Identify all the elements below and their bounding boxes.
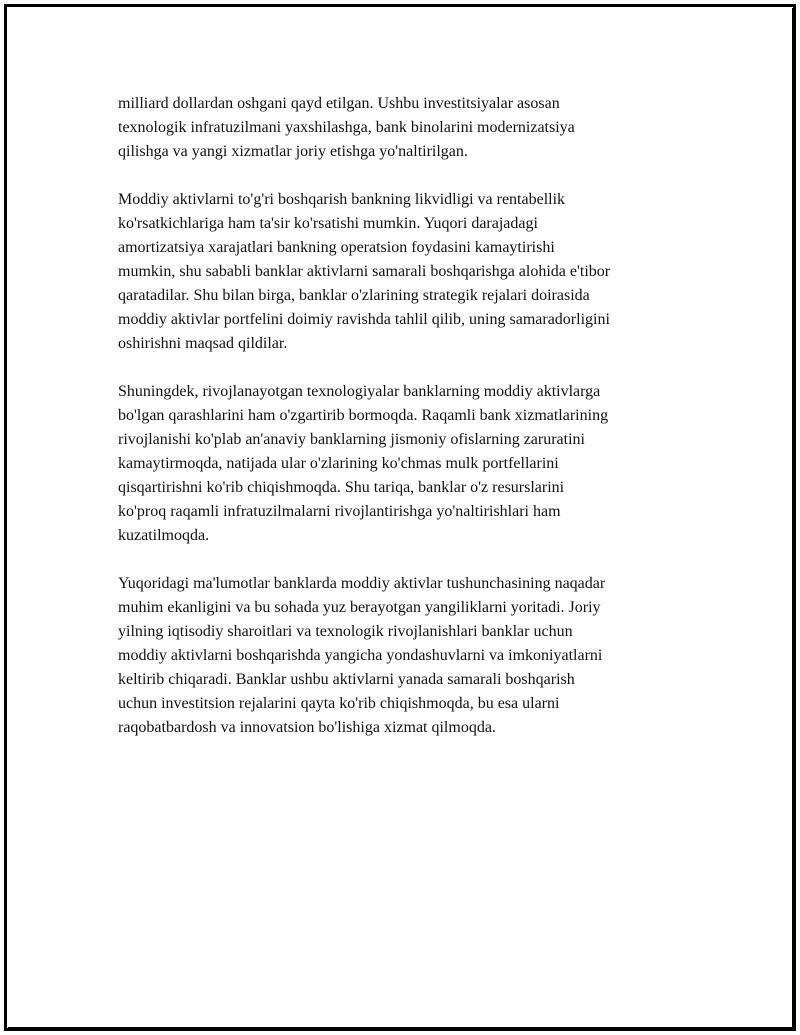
paragraph-4: Yuqoridagi ma'lumotlar banklarda moddiy aktivlar tushunchasining naqadar muhim ekanligini va bu sohada yuz berayotgan yangiliklarni yoritadi. Joriy yilning iqtisodiy sharoitlari va texnologik rivojlanishlari banklar uchun moddiy aktivlarni boshqarishda yangicha yondashuvlarni va imkoniyatlarni keltirib chiqaradi. Banklar ushbu aktivlarni yanada samarali boshqarish uchun investitsion rejalarini qayta ko'rib chiqishmoqda, bu esa ularni raqobatbardosh va innovatsion bo'lishiga xizmat qilmoqda.: [118, 575, 606, 736]
paragraph-1: milliard dollardan oshgani qayd etilgan. Ushbu investitsiyalar asosan texnologik infratuzilmani yaxshilashga, bank binolarini modernizatsiya qilishga va yangi xizmatlar joriy etishga yo'naltirilgan.: [118, 95, 575, 160]
paragraph-2: Moddiy aktivlarni to'g'ri boshqarish bankning likvidligi va rentabellik ko'rsatkichlariga ham ta'sir ko'rsatishi mumkin. Yuqori darajadagi amortizatsiya xarajatlari bankning operatsion foydasini kamaytirishi mumkin, shu sababli banklar aktivlarni samarali boshqarishga alohida e'tibor qaratadilar. Shu bilan birga, banklar o'zlarining strategik rejalari doirasida moddiy aktivlar portfelini doimiy ravishda tahlil qilib, uning samaradorligini oshirishni maqsad qildilar.: [118, 191, 611, 352]
paragraph-3: Shuningdek, rivojlanayotgan texnologiyalar banklarning moddiy aktivlarga bo'lgan qarashlarini ham o'zgartirib bormoqda. Raqamli bank xizmatlarining rivojlanishi ko'plab an'anaviy banklarning jismoniy ofislarning zaruratini kamaytirmoqda, natijada ular o'zlarining ko'chmas mulk portfellarini qisqartirishni ko'rib chiqishmoqda. Shu tariqa, banklar o'z resurslarini ko'proq raqamli infratuzilmalarni rivojlantirishga yo'naltirishlari ham kuzatilmoqda.: [118, 383, 609, 544]
document-body: [118, 92, 688, 764]
